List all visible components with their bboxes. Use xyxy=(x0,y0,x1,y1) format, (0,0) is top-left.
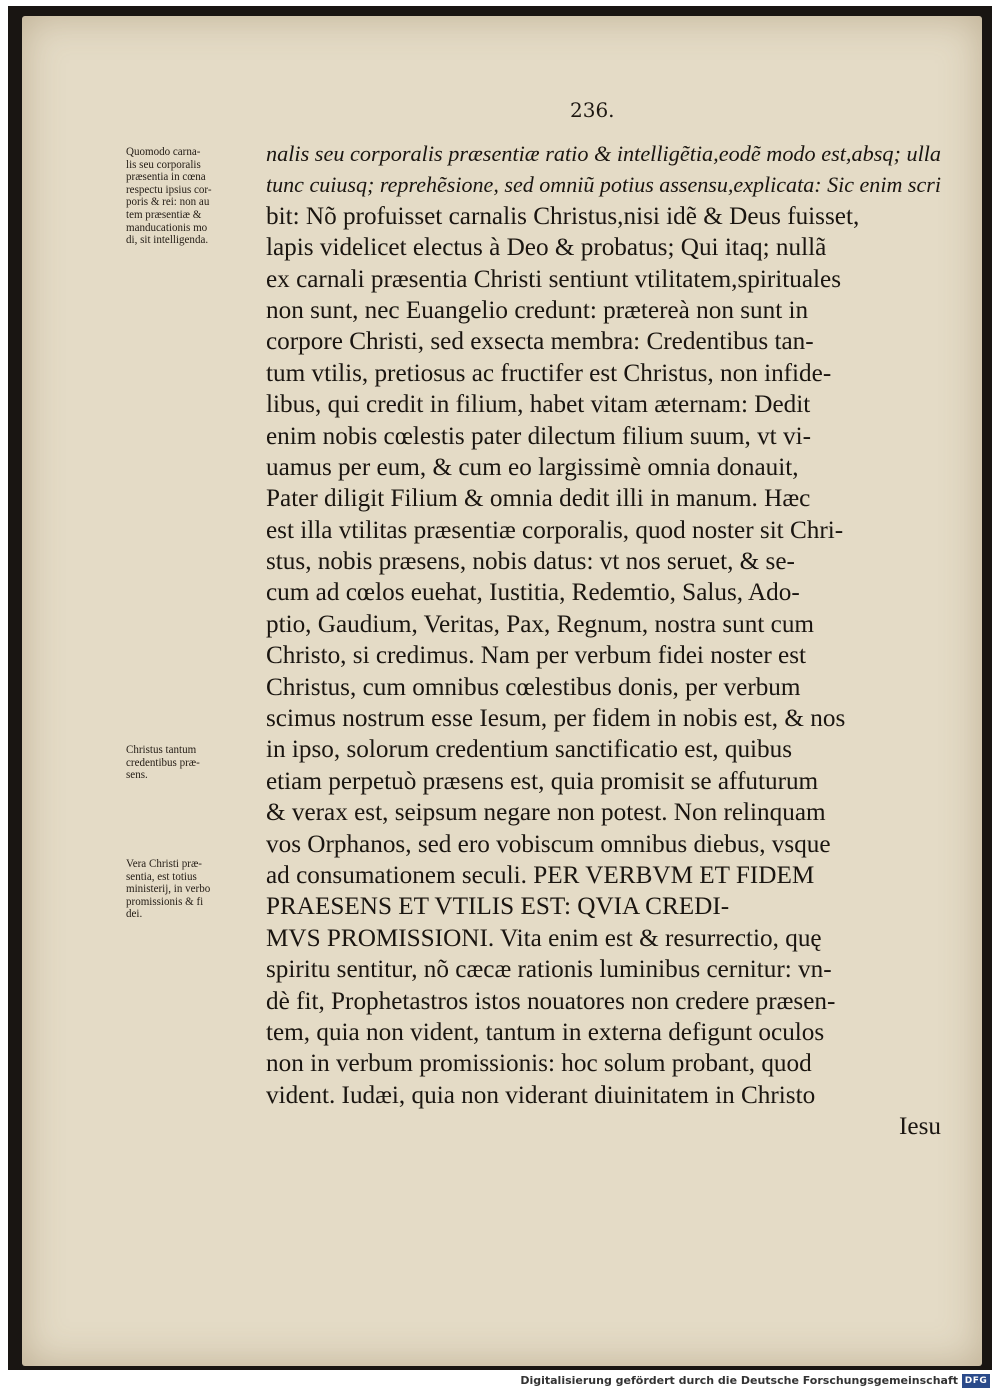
text-line: libus, qui credit in filium, habet vitam æternam: Dedit xyxy=(266,391,811,419)
page-number: 236. xyxy=(570,98,615,122)
text-line: in ipso, solorum credentium sanctificatio est, quibus xyxy=(266,736,793,764)
text-line: stus, nobis præsens, nobis datus: vt nos seruet, & se- xyxy=(266,548,795,576)
margin-note-line: sens. xyxy=(126,769,148,782)
margin-note-line: di, sit intelligenda. xyxy=(126,234,209,247)
text-line: corpore Christi, sed exsecta membra: Credentibus tan- xyxy=(266,328,814,356)
text-line: enim nobis cœlestis pater dilectum filium suum, vt vi- xyxy=(266,422,811,450)
text-line: ptio, Gaudium, Veritas, Pax, Regnum, nostra sunt cum xyxy=(266,610,815,638)
margin-note-line: dei. xyxy=(126,908,143,921)
text-line: Pater diligit Filium & omnia dedit illi in manum. Hæc xyxy=(266,485,811,513)
text-line: Christus, cum omnibus cœlestibus donis, per verbum xyxy=(266,673,801,701)
margin-note-true-presence xyxy=(126,858,266,921)
text-line: Christo, si credimus. Nam per verbum fidei noster est xyxy=(266,642,807,670)
text-line: tem, quia non vident, tantum in externa defigunt oculos xyxy=(266,1018,825,1046)
text-line: vos Orphanos, sed ero vobiscum omnibus diebus, vsque xyxy=(266,830,831,858)
margin-note-line: lis seu corporalis xyxy=(126,158,201,171)
text-line: est illa vtilitas præsentiæ corporalis, quod noster sit Chri- xyxy=(266,516,844,544)
margin-note-believers xyxy=(126,744,266,782)
margin-note-line: ministerij, in verbo xyxy=(126,883,211,896)
scanned-page xyxy=(8,6,992,1370)
text-line: ad consumationem seculi. PER VERBVM ET FIDEM xyxy=(266,861,815,889)
text-line: uamus per eum, & cum eo largissimè omnia donauit, xyxy=(266,453,799,481)
text-line: cum ad cœlos euehat, Iustitia, Redemtio, Salus, Ado- xyxy=(266,579,800,607)
text-line: spiritu sentitur, nõ cæcæ rationis luminibus cernitur: vn- xyxy=(266,956,832,984)
text-line: non in verbum promissionis: hoc solum probant, quod xyxy=(266,1050,812,1078)
margin-note-line: tem præsentiæ & xyxy=(126,208,202,221)
margin-note-line: sentia, est totius xyxy=(126,870,197,883)
text-line: vident. Iudæi, quia non viderant diuinitatem in Christo xyxy=(266,1081,816,1109)
text-line: etiam perpetuò præsens est, quia promisit se affuturum xyxy=(266,767,819,795)
margin-note-line: credentibus præ- xyxy=(126,756,200,769)
margin-note-line: promissionis & fi xyxy=(126,895,204,908)
text-line: non sunt, nec Euangelio credunt: prætereà non sunt in xyxy=(266,296,809,324)
margin-note-presence-meaning xyxy=(126,146,266,247)
margin-notes xyxy=(8,6,212,921)
margin-note-line: præsentia in cœna xyxy=(126,171,206,184)
margin-note-line: Quomodo carna- xyxy=(126,146,201,158)
text-line: tunc cuiusq; reprehẽsione, sed omniũ potius assensu,explicata: Sic enim scri xyxy=(266,172,941,198)
text-line: lapis videlicet electus à Deo & probatus; Qui itaq; nullã xyxy=(266,234,827,262)
text-line: dè fit, Prophetastros istos nouatores non credere præsen- xyxy=(266,987,836,1015)
text-line: MVS PROMISSIONI. Vita enim est & resurrectio, quę xyxy=(266,924,822,952)
margin-note-line: Vera Christi præ- xyxy=(126,858,202,870)
footer-credit: Digitalisierung gefördert durch die Deutsche Forschungsgemeinschaft xyxy=(520,1374,958,1387)
main-text-block xyxy=(266,138,941,1143)
margin-note-line: poris & rei: non au xyxy=(126,196,210,209)
text-line: scimus nostrum esse Iesum, per fidem in nobis est, & nos xyxy=(266,705,846,733)
margin-note-line: manducationis mo xyxy=(126,221,208,234)
catchword: Iesu xyxy=(899,1113,941,1141)
text-line: PRAESENS ET VTILIS EST: QVIA CREDI- xyxy=(266,893,730,921)
margin-note-line: respectu ipsius cor- xyxy=(126,183,212,196)
text-line: bit: Nõ profuisset carnalis Christus,nisi idẽ & Deus fuisset, xyxy=(266,202,860,230)
dfg-logo-icon: DFG xyxy=(962,1374,990,1388)
text-line: & verax est, seipsum negare non potest. Non relinquam xyxy=(266,799,826,827)
text-line: nalis seu corporalis præsentiæ ratio & intelligẽtia,eodẽ modo est,absq; ulla xyxy=(266,141,942,166)
text-line: ex carnali præsentia Christi sentiunt vtilitatem,spirituales xyxy=(266,265,841,293)
margin-note-line: Christus tantum xyxy=(126,744,197,756)
text-line: tum vtilis, pretiosus ac fructifer est Christus, non infide- xyxy=(266,359,832,387)
